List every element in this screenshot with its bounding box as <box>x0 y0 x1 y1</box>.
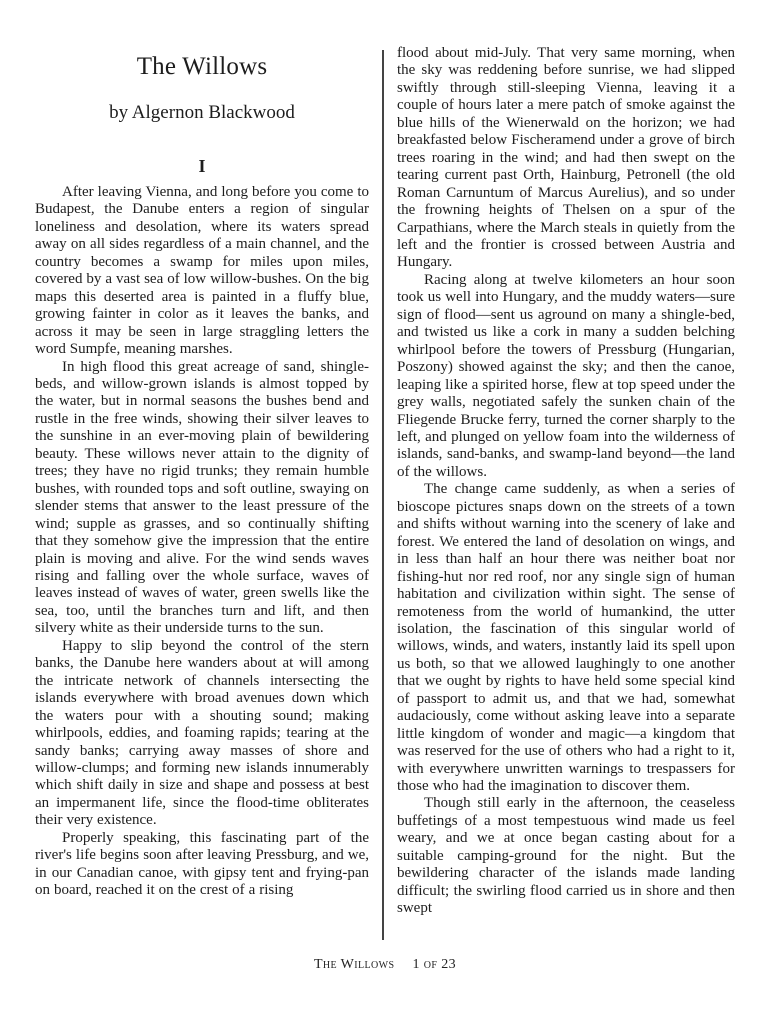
column-divider <box>382 50 384 940</box>
left-column <box>35 45 369 942</box>
paragraph: Properly speaking, this fascinating part of the river's life begins soon after leaving Pressburg, and we, in our Canadian canoe, with gipsy tent and frying-pan on board, reached it on the crest of a rising <box>35 829 369 899</box>
paragraph: Racing along at twelve kilometers an hour soon took us well into Hungary, and the muddy waters—sure sign of flood—sent us aground on many a shingle-bed, and twisted us like a cork in many a sudden belching whirlpool before the towers of Pressburg (Hungarian, Poszony) showed against the sky; and then the canoe, leaping like a spirited horse, flew at top speed under the grey walls, negotiated safely the sunken chain of the Fliegende Brucke ferry, turned the corner sharply to the left, and plunged on yellow foam into the wilderness of islands, sand-banks, and swamp-land beyond—the land of the willows. <box>397 271 735 480</box>
paragraph: After leaving Vienna, and long before you come to Budapest, the Danube enters a region of singular loneliness and desolation, where its waters spread away on all sides regardless of a main channel, and the country becomes a swamp for miles upon miles, covered by a vast sea of low willow-bushes. On the big maps this deserted area is painted in a fluffy blue, growing fainter in color as it leaves the banks, and across it may be seen in large straggling letters the word Sumpfe, meaning marshes. <box>35 184 369 358</box>
footer-page-indicator: 1 of 23 <box>412 957 457 972</box>
paragraph: In high flood this great acreage of sand, shingle-beds, and willow-grown islands is almost topped by the water, but in normal seasons the bushes bend and rustle in the free winds, showing their silver leaves to the sunshine in an ever-moving plain of bewildering beauty. These willows never attain to the dignity of trees; they have no rigid trunks; they remain humble bushes, with rounded tops and soft outline, swaying on slender stems that answer to the least pressure of the wind; supple as grasses, and so continually shifting that they somehow give the impression that the entire plain is moving and alive. For the wind sends waves rising and falling over the whole surface, waves of leaves instead of waves of water, green swells like the sea, too, until the branches turn and lift, and then silvery white as their underside turns to the sun. <box>35 358 369 637</box>
paragraph: Though still early in the afternoon, the ceaseless buffetings of a most tempestuous wind made us feel weary, and we at once began casting about for a suitable camping-ground for the night. But the bewildering character of the islands made landing difficult; the swirling flood carried us in shore and then swept <box>397 795 735 917</box>
author-byline: by Algernon Blackwood <box>109 102 295 123</box>
chapter-heading: I <box>198 156 206 176</box>
paragraph-continuation: flood about mid-July. That very same morning, when the sky was reddening before sunrise, we had slipped swiftly through still-sleeping Vienna, leaving it a couple of hours later a mere patch of smoke against the blue hills of the Wienerwald on the horizon; we had breakfasted below Fischeramend under a grove of birch trees roaring in the wind; and had then swept on the tearing current past Orth, Hainburg, Petronell (the old Roman Carnuntum of Marcus Aurelius), and so under the frowning heights of Thelsen on a spur of the Carpathians, where the March steals in quietly from the left and the frontier is crossed between Austria and Hungary. <box>397 45 735 271</box>
page-title: The Willows <box>136 53 268 80</box>
page-footer <box>35 957 735 973</box>
paragraph: Happy to slip beyond the control of the stern banks, the Danube here wanders about at will among the intricate network of channels intersecting the islands everywhere with broad avenues down which the waters pour with a shouting sound; making whirlpools, eddies, and foaming rapids; tearing at the sandy banks; carrying away masses of shore and willow-clumps; and forming new islands innumerably which shift daily in size and shape and possess at best an impermanent life, since the flood-time obliterates their very existence. <box>35 637 369 829</box>
two-column-text-area <box>35 45 735 942</box>
paragraph: The change came suddenly, as when a series of bioscope pictures snaps down on the streets of a town and shifts without warning into the scenery of lake and forest. We entered the land of desolation on wings, and in less than half an hour there was neither boat nor fishing-hut nor red roof, nor any single sign of human habitation and civilization within sight. The sense of remoteness from the world of humankind, the utter isolation, the fascination of this singular world of willows, winds, and waters, instantly laid its spell upon us both, so that we allowed laughingly to one another that we ought by rights to have held some special kind of passport to admit us, and that we had, somewhat audaciously, come without asking leave into a separate little kingdom of wonder and magic—a kingdom that was reserved for the use of others who had a right to it, with everywhere unwritten warnings to trespassers for those who had the imagination to discover them. <box>397 481 735 795</box>
right-column <box>397 45 735 942</box>
footer-book-title: The Willows <box>313 957 395 972</box>
